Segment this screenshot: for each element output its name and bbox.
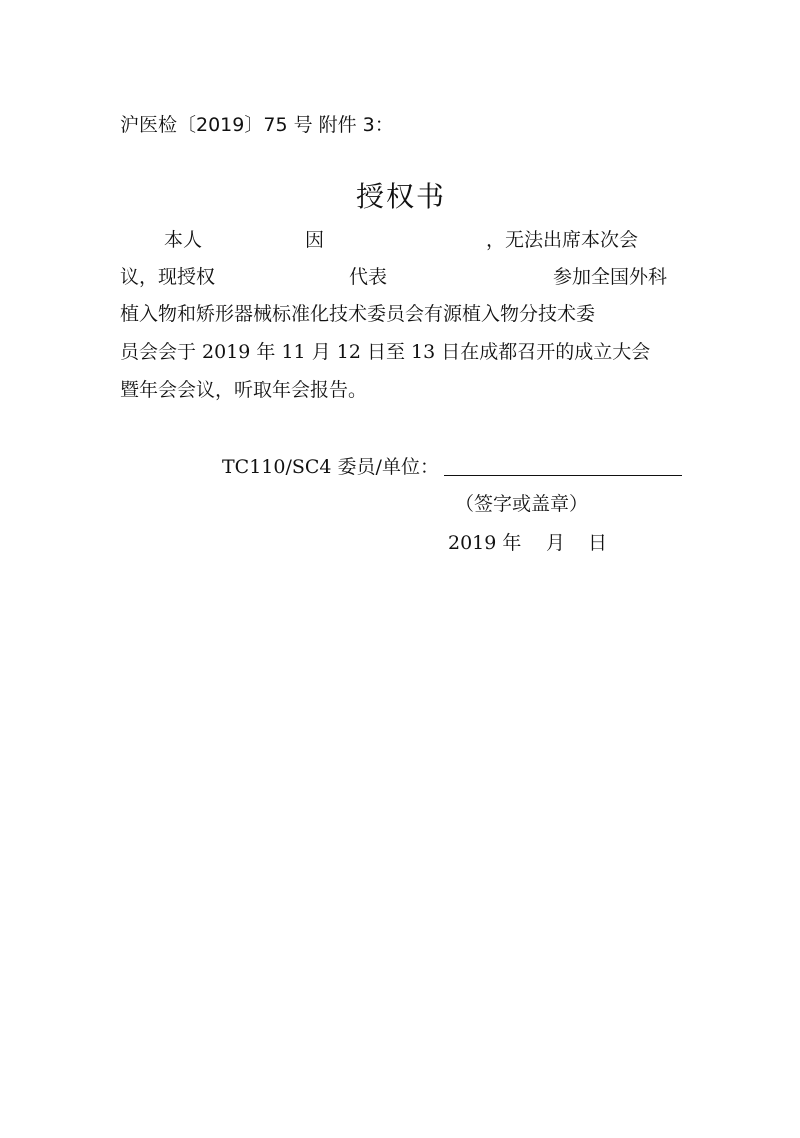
text-participate: 参加全国外科 — [553, 266, 668, 288]
text-principal: 本人 — [164, 229, 203, 251]
signature-note: （签字或盖章） — [455, 493, 589, 515]
text-committee: 植入物和矫形器械标准化技术委员会有源植入物分技术委 — [120, 303, 596, 325]
text-represent: 代表 — [349, 266, 388, 288]
page-title: 授权书 — [356, 180, 447, 213]
text-reason: 因 — [305, 229, 325, 251]
date-month: 月 — [546, 532, 566, 554]
date-day: 日 — [588, 532, 608, 554]
text-unable-attend: ，无法出席本次会 — [486, 229, 639, 251]
signature-line — [444, 475, 682, 476]
text-meeting-date: 员会会于 2019 年 11 月 12 日至 13 日在成都召开的成立大会 — [120, 341, 651, 363]
document-reference: 沪医检〔2019〕75 号 附件 3： — [120, 114, 394, 136]
date-year: 2019 年 — [448, 532, 522, 554]
text-annual-meeting: 暨年会会议，听取年会报告。 — [120, 379, 368, 401]
text-authorize: 议，现授权 — [120, 266, 216, 288]
signature-label: TC110/SC4 委员/单位： — [222, 456, 439, 478]
